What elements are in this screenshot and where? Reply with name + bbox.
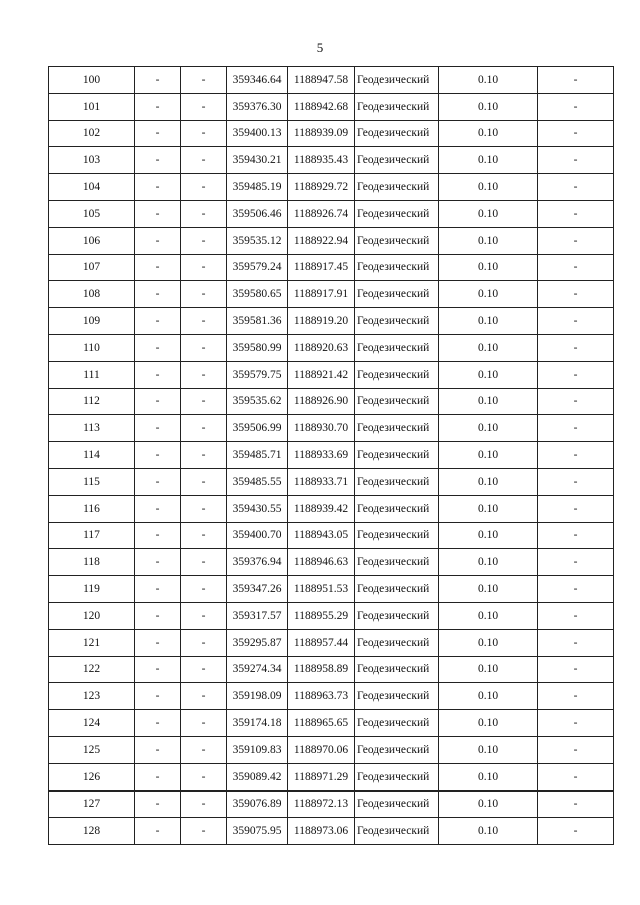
x-coordinate-cell: 359485.19 <box>227 174 288 201</box>
empty-value-cell: - <box>181 361 227 388</box>
y-coordinate-cell: 1188973.06 <box>288 818 355 845</box>
x-coordinate-cell: 359535.62 <box>227 388 288 415</box>
accuracy-cell: 0.10 <box>439 227 538 254</box>
y-coordinate-cell: 1188930.70 <box>288 415 355 442</box>
empty-value-cell: - <box>135 818 181 845</box>
y-coordinate-cell: 1188955.29 <box>288 602 355 629</box>
note-cell: - <box>538 656 614 683</box>
table-row <box>49 710 614 737</box>
x-coordinate-cell: 359347.26 <box>227 576 288 603</box>
y-coordinate-cell: 1188972.13 <box>288 791 355 818</box>
empty-value-cell: - <box>135 93 181 120</box>
note-cell: - <box>538 522 614 549</box>
accuracy-cell: 0.10 <box>439 147 538 174</box>
empty-value-cell: - <box>135 120 181 147</box>
method-cell: Геодезический <box>355 254 439 281</box>
method-cell: Геодезический <box>355 93 439 120</box>
note-cell: - <box>538 388 614 415</box>
point-number-cell: 121 <box>49 629 135 656</box>
accuracy-cell: 0.10 <box>439 791 538 818</box>
empty-value-cell: - <box>135 549 181 576</box>
accuracy-cell: 0.10 <box>439 629 538 656</box>
accuracy-cell: 0.10 <box>439 442 538 469</box>
empty-value-cell: - <box>181 736 227 763</box>
x-coordinate-cell: 359274.34 <box>227 656 288 683</box>
x-coordinate-cell: 359089.42 <box>227 763 288 790</box>
empty-value-cell: - <box>181 683 227 710</box>
note-cell: - <box>538 361 614 388</box>
x-coordinate-cell: 359295.87 <box>227 629 288 656</box>
empty-value-cell: - <box>135 308 181 335</box>
method-cell: Геодезический <box>355 227 439 254</box>
note-cell: - <box>538 763 614 790</box>
y-coordinate-cell: 1188951.53 <box>288 576 355 603</box>
page-number: 5 <box>316 40 324 55</box>
method-cell: Геодезический <box>355 388 439 415</box>
table-row <box>49 468 614 495</box>
table-row <box>49 522 614 549</box>
y-coordinate-cell: 1188935.43 <box>288 147 355 174</box>
x-coordinate-cell: 359506.46 <box>227 200 288 227</box>
point-number-cell: 117 <box>49 522 135 549</box>
empty-value-cell: - <box>181 818 227 845</box>
empty-value-cell: - <box>135 763 181 790</box>
method-cell: Геодезический <box>355 334 439 361</box>
method-cell: Геодезический <box>355 200 439 227</box>
point-number-cell: 119 <box>49 576 135 603</box>
point-number-cell: 102 <box>49 120 135 147</box>
y-coordinate-cell: 1188965.65 <box>288 710 355 737</box>
y-coordinate-cell: 1188963.73 <box>288 683 355 710</box>
y-coordinate-cell: 1188920.63 <box>288 334 355 361</box>
empty-value-cell: - <box>135 791 181 818</box>
y-coordinate-cell: 1188926.74 <box>288 200 355 227</box>
note-cell: - <box>538 93 614 120</box>
y-coordinate-cell: 1188921.42 <box>288 361 355 388</box>
table-row <box>49 818 614 845</box>
y-coordinate-cell: 1188929.72 <box>288 174 355 201</box>
method-cell: Геодезический <box>355 67 439 94</box>
y-coordinate-cell: 1188933.71 <box>288 468 355 495</box>
table-row <box>49 549 614 576</box>
point-number-cell: 115 <box>49 468 135 495</box>
empty-value-cell: - <box>135 710 181 737</box>
method-cell: Геодезический <box>355 656 439 683</box>
note-cell: - <box>538 736 614 763</box>
table-row <box>49 736 614 763</box>
accuracy-cell: 0.10 <box>439 736 538 763</box>
note-cell: - <box>538 281 614 308</box>
table-row <box>49 120 614 147</box>
method-cell: Геодезический <box>355 576 439 603</box>
y-coordinate-cell: 1188957.44 <box>288 629 355 656</box>
y-coordinate-cell: 1188943.05 <box>288 522 355 549</box>
y-coordinate-cell: 1188946.63 <box>288 549 355 576</box>
empty-value-cell: - <box>181 281 227 308</box>
empty-value-cell: - <box>135 522 181 549</box>
accuracy-cell: 0.10 <box>439 281 538 308</box>
accuracy-cell: 0.10 <box>439 763 538 790</box>
note-cell: - <box>538 602 614 629</box>
accuracy-cell: 0.10 <box>439 174 538 201</box>
table-row <box>49 254 614 281</box>
empty-value-cell: - <box>181 147 227 174</box>
x-coordinate-cell: 359198.09 <box>227 683 288 710</box>
note-cell: - <box>538 200 614 227</box>
x-coordinate-cell: 359076.89 <box>227 791 288 818</box>
empty-value-cell: - <box>135 468 181 495</box>
x-coordinate-cell: 359535.12 <box>227 227 288 254</box>
note-cell: - <box>538 576 614 603</box>
accuracy-cell: 0.10 <box>439 308 538 335</box>
empty-value-cell: - <box>181 334 227 361</box>
empty-value-cell: - <box>181 67 227 94</box>
accuracy-cell: 0.10 <box>439 93 538 120</box>
empty-value-cell: - <box>181 388 227 415</box>
empty-value-cell: - <box>135 254 181 281</box>
accuracy-cell: 0.10 <box>439 415 538 442</box>
y-coordinate-cell: 1188939.42 <box>288 495 355 522</box>
method-cell: Геодезический <box>355 174 439 201</box>
accuracy-cell: 0.10 <box>439 468 538 495</box>
y-coordinate-cell: 1188933.69 <box>288 442 355 469</box>
x-coordinate-cell: 359430.55 <box>227 495 288 522</box>
table-row <box>49 388 614 415</box>
empty-value-cell: - <box>181 120 227 147</box>
note-cell: - <box>538 174 614 201</box>
table-row <box>49 763 614 790</box>
empty-value-cell: - <box>135 442 181 469</box>
table-row <box>49 656 614 683</box>
method-cell: Геодезический <box>355 710 439 737</box>
coordinates-table <box>48 66 614 845</box>
table-row <box>49 442 614 469</box>
table-row <box>49 334 614 361</box>
point-number-cell: 126 <box>49 763 135 790</box>
method-cell: Геодезический <box>355 468 439 495</box>
x-coordinate-cell: 359430.21 <box>227 147 288 174</box>
note-cell: - <box>538 227 614 254</box>
y-coordinate-cell: 1188970.06 <box>288 736 355 763</box>
method-cell: Геодезический <box>355 818 439 845</box>
empty-value-cell: - <box>135 683 181 710</box>
point-number-cell: 114 <box>49 442 135 469</box>
accuracy-cell: 0.10 <box>439 67 538 94</box>
empty-value-cell: - <box>181 442 227 469</box>
point-number-cell: 109 <box>49 308 135 335</box>
empty-value-cell: - <box>181 227 227 254</box>
point-number-cell: 123 <box>49 683 135 710</box>
empty-value-cell: - <box>135 602 181 629</box>
empty-value-cell: - <box>181 495 227 522</box>
empty-value-cell: - <box>135 495 181 522</box>
accuracy-cell: 0.10 <box>439 495 538 522</box>
empty-value-cell: - <box>135 415 181 442</box>
accuracy-cell: 0.10 <box>439 254 538 281</box>
accuracy-cell: 0.10 <box>439 120 538 147</box>
method-cell: Геодезический <box>355 495 439 522</box>
empty-value-cell: - <box>181 791 227 818</box>
method-cell: Геодезический <box>355 415 439 442</box>
accuracy-cell: 0.10 <box>439 549 538 576</box>
x-coordinate-cell: 359376.94 <box>227 549 288 576</box>
method-cell: Геодезический <box>355 147 439 174</box>
table-row <box>49 791 614 818</box>
empty-value-cell: - <box>181 549 227 576</box>
accuracy-cell: 0.10 <box>439 602 538 629</box>
method-cell: Геодезический <box>355 602 439 629</box>
empty-value-cell: - <box>181 200 227 227</box>
point-number-cell: 118 <box>49 549 135 576</box>
method-cell: Геодезический <box>355 281 439 308</box>
note-cell: - <box>538 415 614 442</box>
x-coordinate-cell: 359581.36 <box>227 308 288 335</box>
empty-value-cell: - <box>135 576 181 603</box>
empty-value-cell: - <box>181 93 227 120</box>
empty-value-cell: - <box>181 576 227 603</box>
empty-value-cell: - <box>181 174 227 201</box>
accuracy-cell: 0.10 <box>439 818 538 845</box>
note-cell: - <box>538 468 614 495</box>
note-cell: - <box>538 67 614 94</box>
empty-value-cell: - <box>135 361 181 388</box>
y-coordinate-cell: 1188971.29 <box>288 763 355 790</box>
empty-value-cell: - <box>135 388 181 415</box>
empty-value-cell: - <box>135 334 181 361</box>
note-cell: - <box>538 549 614 576</box>
accuracy-cell: 0.10 <box>439 522 538 549</box>
table-body <box>49 67 614 845</box>
table-row <box>49 415 614 442</box>
table-row <box>49 147 614 174</box>
accuracy-cell: 0.10 <box>439 388 538 415</box>
y-coordinate-cell: 1188947.58 <box>288 67 355 94</box>
method-cell: Геодезический <box>355 361 439 388</box>
table-row <box>49 361 614 388</box>
point-number-cell: 100 <box>49 67 135 94</box>
accuracy-cell: 0.10 <box>439 683 538 710</box>
note-cell: - <box>538 791 614 818</box>
note-cell: - <box>538 442 614 469</box>
note-cell: - <box>538 308 614 335</box>
table-row <box>49 174 614 201</box>
method-cell: Геодезический <box>355 442 439 469</box>
note-cell: - <box>538 683 614 710</box>
point-number-cell: 120 <box>49 602 135 629</box>
table-row <box>49 93 614 120</box>
note-cell: - <box>538 495 614 522</box>
x-coordinate-cell: 359580.65 <box>227 281 288 308</box>
empty-value-cell: - <box>135 736 181 763</box>
empty-value-cell: - <box>135 629 181 656</box>
point-number-cell: 105 <box>49 200 135 227</box>
table-row <box>49 629 614 656</box>
table-row <box>49 281 614 308</box>
point-number-cell: 124 <box>49 710 135 737</box>
point-number-cell: 106 <box>49 227 135 254</box>
table-row <box>49 227 614 254</box>
empty-value-cell: - <box>181 656 227 683</box>
point-number-cell: 122 <box>49 656 135 683</box>
point-number-cell: 101 <box>49 93 135 120</box>
method-cell: Геодезический <box>355 629 439 656</box>
table-row <box>49 67 614 94</box>
point-number-cell: 128 <box>49 818 135 845</box>
x-coordinate-cell: 359485.55 <box>227 468 288 495</box>
x-coordinate-cell: 359400.70 <box>227 522 288 549</box>
y-coordinate-cell: 1188919.20 <box>288 308 355 335</box>
empty-value-cell: - <box>181 602 227 629</box>
note-cell: - <box>538 120 614 147</box>
x-coordinate-cell: 359580.99 <box>227 334 288 361</box>
table-row <box>49 576 614 603</box>
accuracy-cell: 0.10 <box>439 710 538 737</box>
method-cell: Геодезический <box>355 683 439 710</box>
note-cell: - <box>538 147 614 174</box>
point-number-cell: 111 <box>49 361 135 388</box>
method-cell: Геодезический <box>355 549 439 576</box>
empty-value-cell: - <box>181 308 227 335</box>
point-number-cell: 125 <box>49 736 135 763</box>
accuracy-cell: 0.10 <box>439 656 538 683</box>
empty-value-cell: - <box>135 227 181 254</box>
table-row <box>49 495 614 522</box>
x-coordinate-cell: 359400.13 <box>227 120 288 147</box>
empty-value-cell: - <box>181 522 227 549</box>
empty-value-cell: - <box>181 629 227 656</box>
point-number-cell: 127 <box>49 791 135 818</box>
y-coordinate-cell: 1188917.45 <box>288 254 355 281</box>
table-row <box>49 602 614 629</box>
y-coordinate-cell: 1188942.68 <box>288 93 355 120</box>
empty-value-cell: - <box>181 254 227 281</box>
x-coordinate-cell: 359346.64 <box>227 67 288 94</box>
point-number-cell: 104 <box>49 174 135 201</box>
point-number-cell: 112 <box>49 388 135 415</box>
table-row <box>49 683 614 710</box>
empty-value-cell: - <box>181 763 227 790</box>
method-cell: Геодезический <box>355 763 439 790</box>
point-number-cell: 103 <box>49 147 135 174</box>
x-coordinate-cell: 359109.83 <box>227 736 288 763</box>
point-number-cell: 113 <box>49 415 135 442</box>
y-coordinate-cell: 1188939.09 <box>288 120 355 147</box>
method-cell: Геодезический <box>355 120 439 147</box>
x-coordinate-cell: 359506.99 <box>227 415 288 442</box>
y-coordinate-cell: 1188917.91 <box>288 281 355 308</box>
point-number-cell: 108 <box>49 281 135 308</box>
empty-value-cell: - <box>181 468 227 495</box>
table-row <box>49 200 614 227</box>
note-cell: - <box>538 334 614 361</box>
x-coordinate-cell: 359485.71 <box>227 442 288 469</box>
empty-value-cell: - <box>181 710 227 737</box>
method-cell: Геодезический <box>355 308 439 335</box>
table-row <box>49 308 614 335</box>
note-cell: - <box>538 710 614 737</box>
point-number-cell: 110 <box>49 334 135 361</box>
accuracy-cell: 0.10 <box>439 361 538 388</box>
accuracy-cell: 0.10 <box>439 576 538 603</box>
empty-value-cell: - <box>135 174 181 201</box>
x-coordinate-cell: 359579.75 <box>227 361 288 388</box>
x-coordinate-cell: 359579.24 <box>227 254 288 281</box>
x-coordinate-cell: 359376.30 <box>227 93 288 120</box>
x-coordinate-cell: 359075.95 <box>227 818 288 845</box>
method-cell: Геодезический <box>355 736 439 763</box>
y-coordinate-cell: 1188922.94 <box>288 227 355 254</box>
method-cell: Геодезический <box>355 791 439 818</box>
empty-value-cell: - <box>135 67 181 94</box>
empty-value-cell: - <box>135 656 181 683</box>
accuracy-cell: 0.10 <box>439 200 538 227</box>
note-cell: - <box>538 254 614 281</box>
empty-value-cell: - <box>135 281 181 308</box>
method-cell: Геодезический <box>355 522 439 549</box>
point-number-cell: 107 <box>49 254 135 281</box>
x-coordinate-cell: 359317.57 <box>227 602 288 629</box>
note-cell: - <box>538 818 614 845</box>
accuracy-cell: 0.10 <box>439 334 538 361</box>
y-coordinate-cell: 1188958.89 <box>288 656 355 683</box>
point-number-cell: 116 <box>49 495 135 522</box>
empty-value-cell: - <box>135 147 181 174</box>
empty-value-cell: - <box>181 415 227 442</box>
empty-value-cell: - <box>135 200 181 227</box>
y-coordinate-cell: 1188926.90 <box>288 388 355 415</box>
x-coordinate-cell: 359174.18 <box>227 710 288 737</box>
note-cell: - <box>538 629 614 656</box>
